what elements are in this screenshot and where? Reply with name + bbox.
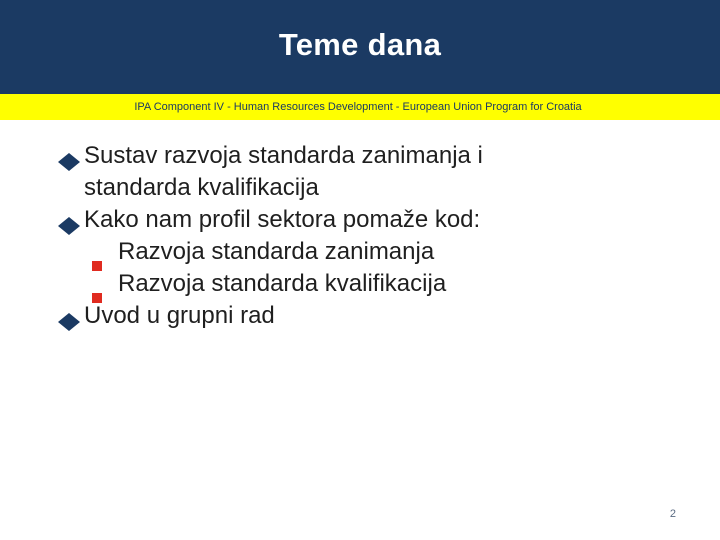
sub-bullet-text: Razvoja standarda kvalifikacija (118, 270, 447, 297)
diamond-bullet-icon (58, 148, 80, 166)
bullet-item (58, 300, 678, 332)
sub-bullet-text: Razvoja standarda zanimanja (118, 238, 435, 265)
subtitle-bar (0, 94, 720, 120)
title-bar (0, 0, 720, 94)
bullet-text: Kako nam profil sektora pomaže kod: (84, 206, 481, 233)
bullet-item (58, 204, 678, 236)
slide-title: Teme dana (278, 27, 442, 62)
diamond-bullet-icon (58, 212, 80, 230)
bullet-text-line-1: Sustav razvoja standarda zanimanja i (84, 142, 483, 169)
bullet-list (58, 140, 678, 332)
bullet-item (58, 140, 678, 204)
bullet-text-line-2: standarda kvalifikacija (84, 174, 319, 201)
square-bullet-icon (92, 248, 102, 258)
diamond-bullet-icon (58, 308, 80, 326)
bullet-text: Uvod u grupni rad (84, 302, 275, 329)
sub-bullet-item (58, 236, 678, 268)
slide-subtitle: IPA Component IV - Human Resources Development - European Union Program for Croatia (134, 101, 582, 113)
square-bullet-icon (92, 280, 102, 290)
sub-bullet-item (58, 268, 678, 300)
page-number: 2 (669, 508, 676, 520)
